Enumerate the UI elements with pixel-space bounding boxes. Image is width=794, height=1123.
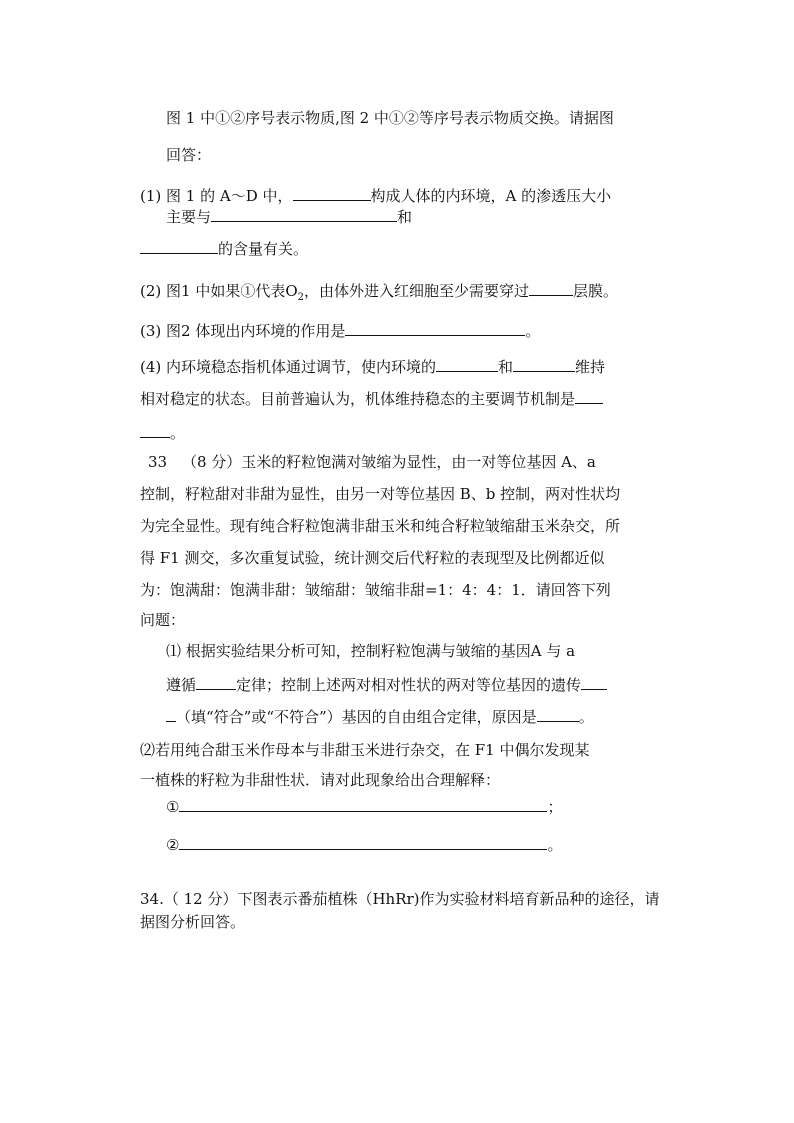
q2-text-b: ，由体外进入红细胞至少需要穿过	[304, 282, 530, 300]
answer-blank[interactable]	[529, 280, 573, 296]
q33-line-5: 为：饱满甜：饱满非甜：皱缩甜：皱缩非甜=1：4：4：1．请回答下列	[140, 581, 611, 599]
q4-text-e: 。	[170, 424, 186, 442]
q33-line-2: 控制，籽粒甜对非甜为显性，由另一对等位基因 B、b 控制，两对性状均	[140, 485, 621, 503]
answer-blank[interactable]	[293, 185, 371, 201]
q3-text-b: 。	[525, 322, 541, 340]
q33-number: 33	[148, 453, 168, 471]
q33-sub2-answer-2	[166, 834, 562, 855]
q1-line-2	[166, 206, 412, 227]
q1-text-c: 主要与	[166, 208, 212, 226]
answer-blank[interactable]	[537, 706, 579, 722]
answer-blank[interactable]	[196, 674, 236, 690]
answer-blank[interactable]	[140, 238, 218, 254]
q1-text-d: 和	[397, 208, 413, 226]
q33-line-4: 得 F1 测交，多次重复试验，统计测交后代籽粒的表现型及比例都近似	[140, 549, 605, 567]
q33-line-1	[148, 452, 596, 472]
q1-text-e: 的含量有关。	[218, 240, 309, 258]
q33-sub2-answer-1	[166, 796, 562, 817]
answer-blank[interactable]	[179, 796, 547, 812]
q2-line	[140, 280, 618, 308]
answer-blank[interactable]	[345, 320, 525, 336]
q33-s1-text-b: 遵循	[166, 676, 197, 694]
answer-blank[interactable]	[140, 422, 170, 438]
answer-blank[interactable]	[179, 834, 547, 850]
intro-line-1: 图 1 中①②序号表示物质,图 2 中①②等序号表示物质交换。请据图	[166, 109, 614, 127]
q3-text-a: (3) 图2 体现出内环境的作用是	[140, 322, 346, 340]
q33-c2-end: 。	[547, 836, 563, 854]
q33-s1-text-c: 定律；控制上述两对相对性状的两对等位基因的遗传	[236, 676, 582, 694]
q4-line-3	[140, 422, 185, 443]
intro-line-2: 回答：	[166, 146, 212, 164]
q33-line-6: 问题：	[140, 611, 186, 629]
q34-line-1: 34.（ 12 分）下图表示番茄植株（HhRr)作为实验材料培育新品种的途径，请	[140, 890, 660, 908]
q3-line	[140, 320, 540, 341]
q33-c1-end: ；	[547, 798, 563, 816]
q33-text-1: （8 分）玉米的籽粒饱满对皱缩为显性，由一对等位基因 A、a	[182, 453, 596, 471]
q34-line-2: 据图分析回答。	[140, 913, 246, 931]
q33-sub1-line-3	[166, 706, 594, 727]
q33-s1-text-d: （填“符合”或“不符合”）基因的自由组合定律，原因是	[176, 708, 537, 726]
answer-blank[interactable]	[166, 706, 176, 722]
q33-circle-2: ②	[166, 836, 180, 854]
q33-sub1-line-1: ⑴ 根据实验结果分析可知，控制籽粒饱满与皱缩的基因A 与 a	[166, 642, 576, 660]
q4-line-2	[140, 388, 603, 409]
q1-line-3	[140, 238, 308, 259]
q1-text-a: (1) 图 1 的 A～D 中，	[140, 187, 293, 205]
answer-blank[interactable]	[211, 206, 397, 222]
q4-line-1	[140, 356, 605, 377]
q4-text-c: 维持	[575, 358, 606, 376]
q4-text-a: (4) 内环境稳态指机体通过调节，使内环境的	[140, 358, 437, 376]
q4-text-b: 和	[498, 358, 514, 376]
q33-s1-text-e: 。	[578, 708, 594, 726]
q33-circle-1: ①	[166, 798, 180, 816]
q4-text-d: 相对稳定的状态。目前普遍认为，机体维持稳态的主要调节机制是	[140, 390, 576, 408]
q1-text-b: 构成人体的内环境，A 的渗透压大小	[370, 187, 612, 205]
answer-blank[interactable]	[581, 674, 607, 690]
q2-text-c: 层膜。	[573, 282, 619, 300]
q33-line-3: 为完全显性。现有纯合籽粒饱满非甜玉米和纯合籽粒皱缩甜玉米杂交，所	[140, 517, 621, 535]
answer-blank[interactable]	[575, 388, 603, 404]
q1-line-1	[140, 185, 611, 206]
q33-sub2-line-2: 一植株的籽粒为非甜性状．请对此现象给出合理解释：	[140, 771, 501, 789]
q2-text-a: (2) 图1 中如果①代表O	[140, 282, 298, 300]
q33-sub1-line-2	[166, 674, 607, 695]
answer-blank[interactable]	[436, 356, 498, 372]
q33-sub2-line-1: ⑵若用纯合甜玉米作母本与非甜玉米进行杂交，在 F1 中偶尔发现某	[140, 741, 590, 759]
answer-blank[interactable]	[513, 356, 575, 372]
q2-subscript: 2	[297, 292, 305, 303]
